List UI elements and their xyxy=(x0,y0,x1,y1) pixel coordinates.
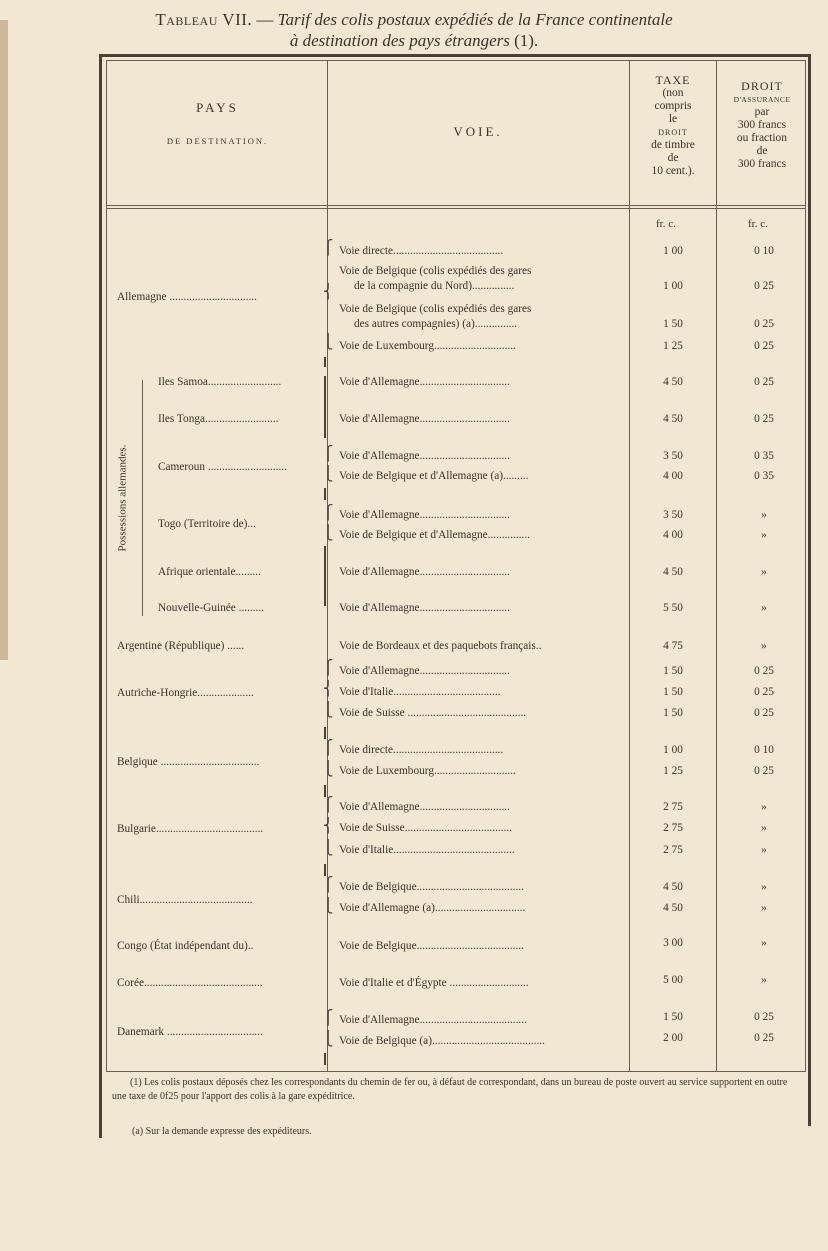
country-cell: Iles Tonga.......................... xyxy=(158,413,279,425)
droit-cell: 0 25 xyxy=(754,1011,774,1023)
voie-cell: Voie directe....................................... xyxy=(339,245,504,257)
taxe-cell: 2 00 xyxy=(663,1032,683,1044)
brace-top: ⎧ xyxy=(323,877,334,893)
header-separator xyxy=(106,205,806,206)
column-divider-pays-voie xyxy=(327,60,328,1072)
taxe-cell: 1 50 xyxy=(663,318,683,330)
taxe-cell: 1 25 xyxy=(663,340,683,352)
voie-cell: Voie de Luxembourg............................. xyxy=(339,340,516,352)
brace-bottom: ⎩ xyxy=(323,334,334,350)
voie-cell: Voie d'Italie........................................... xyxy=(339,844,515,856)
brace-bottom: ⎩ xyxy=(323,702,334,718)
voie-cell: Voie d'Allemagne................................ xyxy=(339,450,510,462)
brace-middle: ⎨ xyxy=(323,284,334,300)
brace-top: ⎧ xyxy=(323,505,334,521)
row-group-tick xyxy=(324,785,326,797)
header-droit-line: 300 francs xyxy=(737,119,787,131)
droit-cell: » xyxy=(761,602,767,614)
droit-cell: 0 25 xyxy=(754,376,774,388)
voie-cell: Voie d'Allemagne................................ xyxy=(339,509,510,521)
voie-cell: Voie de Belgique (colis expédiés des gares xyxy=(339,265,532,277)
brace-top: ⎧ xyxy=(323,660,334,676)
droit-cell: » xyxy=(761,902,767,914)
droit-cell: » xyxy=(761,822,767,834)
table-title-lead: Tableau VII. xyxy=(155,10,253,29)
voie-cell: Voie d'Allemagne................................ xyxy=(339,801,510,813)
possessions-allemandes-label xyxy=(110,418,134,578)
brace-top: ⎧ xyxy=(323,797,334,813)
footnote-a: (a) Sur la demande expresse des expéditeurs. xyxy=(132,1126,312,1137)
voie-cell: Voie de Suisse .......................................... xyxy=(339,707,527,719)
frame-left-continuation xyxy=(99,1074,102,1138)
country-cell: Nouvelle-Guinée ......... xyxy=(158,602,265,614)
droit-cell: 0 25 xyxy=(754,665,774,677)
country-cell: Chili........................................ xyxy=(117,894,253,906)
header-pays-label: PAYS xyxy=(196,100,239,115)
table-title-dash: — xyxy=(252,10,278,29)
row-group-tick xyxy=(324,727,326,739)
header-droit-line: de xyxy=(756,145,768,157)
voie-cell: Voie de Belgique et d'Allemagne (a)......... xyxy=(339,470,529,482)
header-voie: VOIE. xyxy=(453,124,503,139)
country-cell: Togo (Territoire de)... xyxy=(158,518,256,530)
header-taxe-line: TAXE xyxy=(655,73,691,87)
page-edge-shadow xyxy=(0,20,8,660)
voie-cell: Voie directe....................................... xyxy=(339,744,504,756)
taxe-cell: 2 75 xyxy=(663,844,683,856)
table-title xyxy=(0,10,828,30)
header-taxe-line: (non xyxy=(662,87,684,99)
header-taxe-line: compris xyxy=(654,100,692,112)
country-cell: Belgique ................................... xyxy=(117,756,260,768)
row-group-tick xyxy=(324,864,326,876)
taxe-cell: 3 00 xyxy=(663,937,683,949)
country-cell: Afrique orientale......... xyxy=(158,566,261,578)
taxe-cell: 4 00 xyxy=(663,470,683,482)
droit-cell: » xyxy=(761,566,767,578)
brace-middle: ⎨ xyxy=(323,681,334,697)
taxe-cell: 1 00 xyxy=(663,245,683,257)
possessions-bracket xyxy=(142,380,149,616)
taxe-cell: 1 50 xyxy=(663,686,683,698)
row-group-tick xyxy=(324,357,326,367)
voie-cell: Voie de Luxembourg............................. xyxy=(339,765,516,777)
voie-cell: Voie de Belgique...................................... xyxy=(339,940,524,952)
droit-cell: » xyxy=(761,801,767,813)
taxe-cell: 1 25 xyxy=(663,765,683,777)
header-droit xyxy=(718,80,806,171)
country-cell: Argentine (République) ...... xyxy=(117,640,245,652)
droit-cell: » xyxy=(761,974,767,986)
table-title-line2: à destination des pays étrangers xyxy=(289,31,510,50)
country-cell: Bulgarie...................................... xyxy=(117,823,264,835)
brace-middle: ⎨ xyxy=(323,818,334,834)
country-cell: Corée.......................................... xyxy=(117,977,263,989)
header-droit-line: D'ASSURANCE xyxy=(733,95,791,104)
voie-cell: Voie d'Allemagne................................ xyxy=(339,602,510,614)
voie-cell: Voie de Belgique (colis expédiés des gares xyxy=(339,303,532,315)
droit-cell: 0 35 xyxy=(754,470,774,482)
droit-cell: 0 25 xyxy=(754,318,774,330)
voie-cell: Voie de Belgique et d'Allemagne............... xyxy=(339,529,531,541)
voie-cell: Voie d'Allemagne................................ xyxy=(339,413,510,425)
brace-top: ⎧ xyxy=(323,740,334,756)
taxe-cell: 4 00 xyxy=(663,529,683,541)
droit-cell: » xyxy=(761,881,767,893)
taxe-cell: 1 00 xyxy=(663,744,683,756)
taxe-cell: 4 50 xyxy=(663,881,683,893)
taxe-cell: 1 00 xyxy=(663,280,683,292)
taxe-cell: 4 50 xyxy=(663,376,683,388)
brace-bottom: ⎩ xyxy=(323,1031,334,1047)
droit-cell: » xyxy=(761,937,767,949)
droit-cell: 0 25 xyxy=(754,707,774,719)
row-group-tick xyxy=(324,488,326,500)
brace-bottom: ⎩ xyxy=(323,898,334,914)
frame-right-continuation xyxy=(808,1074,811,1126)
taxe-cell: 4 75 xyxy=(663,640,683,652)
voie-cell-continuation: de la compagnie du Nord)............... xyxy=(354,280,515,292)
country-cell: Allemagne ............................... xyxy=(117,291,257,303)
table-title-second-line xyxy=(0,31,828,51)
droit-cell: 0 25 xyxy=(754,686,774,698)
row-group-tick xyxy=(324,1053,326,1065)
column-divider-taxe-droit xyxy=(716,60,717,1072)
header-taxe-line: DROIT xyxy=(658,128,688,137)
brace-top: ⎧ xyxy=(323,240,334,256)
taxe-cell: 4 50 xyxy=(663,566,683,578)
row-group-tick xyxy=(324,546,326,606)
droit-cell: 0 10 xyxy=(754,744,774,756)
header-taxe xyxy=(630,74,716,178)
footnote-1: (1) Les colis postaux déposés chez les correspondants du chemin de fer ou, à défaut de correspondant, dans un bureau de poste ouvert au service supportent en outre une taxe de 0f25 pour l'apport des colis à la gare expéditrice. xyxy=(112,1077,788,1102)
header-taxe-line: 10 cent.). xyxy=(651,165,695,177)
country-cell: Autriche-Hongrie.................... xyxy=(117,687,254,699)
taxe-cell: 4 50 xyxy=(663,902,683,914)
brace-bottom: ⎩ xyxy=(323,840,334,856)
header-pays-sub: DE DESTINATION. xyxy=(166,136,269,146)
taxe-cell: 3 50 xyxy=(663,450,683,462)
voie-cell: Voie d'Italie et d'Égypte ............................ xyxy=(339,977,529,989)
droit-cell: 0 25 xyxy=(754,765,774,777)
column-divider-voie-taxe xyxy=(629,60,630,1072)
row-group-tick xyxy=(324,376,326,416)
voie-cell: Voie de Suisse...................................... xyxy=(339,822,513,834)
voie-cell: Voie d'Allemagne (a)................................ xyxy=(339,902,526,914)
brace-top: ⎧ xyxy=(323,446,334,462)
taxe-cell: 3 50 xyxy=(663,509,683,521)
taxe-cell: 4 50 xyxy=(663,413,683,425)
country-cell: Danemark .................................. xyxy=(117,1026,263,1038)
voie-cell: Voie d'Italie...................................... xyxy=(339,686,501,698)
droit-cell: 0 10 xyxy=(754,245,774,257)
voie-cell: Voie d'Allemagne................................ xyxy=(339,665,510,677)
unit-label-droit: fr. c. xyxy=(748,218,768,230)
voie-cell-continuation: des autres compagnies) (a)............... xyxy=(354,318,518,330)
taxe-cell: 1 50 xyxy=(663,665,683,677)
droit-cell: 0 25 xyxy=(754,1032,774,1044)
droit-cell: » xyxy=(761,509,767,521)
brace-bottom: ⎩ xyxy=(323,525,334,541)
brace-bottom: ⎩ xyxy=(323,466,334,482)
droit-cell: » xyxy=(761,640,767,652)
header-droit-line: 300 francs xyxy=(737,158,787,170)
unit-label-taxe: fr. c. xyxy=(656,218,676,230)
header-droit-line: DROIT xyxy=(741,79,783,93)
taxe-cell: 1 50 xyxy=(663,1011,683,1023)
brace-top: ⎧ xyxy=(323,1010,334,1026)
country-cell: Iles Samoa.......................... xyxy=(158,376,282,388)
row-group-tick xyxy=(324,413,326,438)
brace-bottom: ⎩ xyxy=(323,761,334,777)
droit-cell: 0 25 xyxy=(754,413,774,425)
voie-cell: Voie de Belgique (a)........................................ xyxy=(339,1035,545,1047)
header-taxe-line: de timbre xyxy=(651,139,695,151)
droit-cell: 0 25 xyxy=(754,280,774,292)
taxe-cell: 2 75 xyxy=(663,822,683,834)
voie-cell: Voie d'Allemagne...................................... xyxy=(339,1014,527,1026)
droit-cell: » xyxy=(761,529,767,541)
header-separator-double xyxy=(106,208,806,209)
header-pays xyxy=(110,100,325,146)
taxe-cell: 2 75 xyxy=(663,801,683,813)
droit-cell: 0 35 xyxy=(754,450,774,462)
country-cell: Congo (État indépendant du).. xyxy=(117,940,254,952)
header-droit-line: par xyxy=(754,106,770,118)
taxe-cell: 5 50 xyxy=(663,602,683,614)
voie-cell: Voie de Bordeaux et des paquebots français.. xyxy=(339,640,542,652)
droit-cell: » xyxy=(761,844,767,856)
country-cell: Cameroun ............................ xyxy=(158,461,287,473)
droit-cell: 0 25 xyxy=(754,340,774,352)
voie-cell: Voie de Belgique...................................... xyxy=(339,881,524,893)
table-title-note-ref: (1). xyxy=(509,31,539,50)
possessions-allemandes-text: Possessions allemandes. xyxy=(116,444,129,552)
table-bottom-rule xyxy=(106,1071,806,1072)
voie-cell: Voie d'Allemagne................................ xyxy=(339,376,510,388)
taxe-cell: 5 00 xyxy=(663,974,683,986)
voie-cell: Voie d'Allemagne................................ xyxy=(339,566,510,578)
header-taxe-line: de xyxy=(667,152,679,164)
header-droit-line: ou fraction xyxy=(736,132,788,144)
header-taxe-line: le xyxy=(668,113,678,125)
taxe-cell: 1 50 xyxy=(663,707,683,719)
table-title-line1: Tarif des colis postaux expédiés de la France continentale xyxy=(277,10,673,29)
